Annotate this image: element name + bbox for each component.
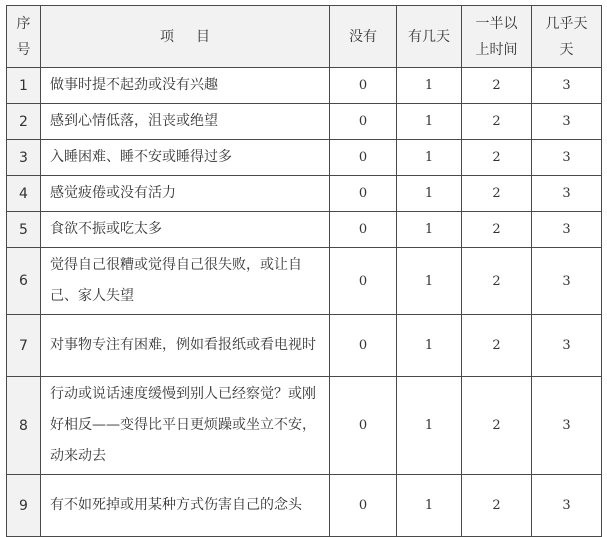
- row-number: 4: [7, 176, 41, 212]
- score-several-days: 1: [397, 104, 462, 140]
- score-several-days: 1: [397, 248, 462, 315]
- score-more-than-half: 2: [462, 377, 532, 475]
- score-none: 0: [330, 315, 397, 377]
- score-several-days: 1: [397, 315, 462, 377]
- row-number: 8: [7, 377, 41, 475]
- table-row: [7, 104, 602, 140]
- header-none: [330, 6, 397, 68]
- row-number: 6: [7, 248, 41, 315]
- header-serial-no-line1: 序: [16, 15, 31, 32]
- row-number: 2: [7, 104, 41, 140]
- header-row: [7, 6, 602, 68]
- score-nearly-every-day: 3: [532, 475, 602, 537]
- header-serial-no: [7, 6, 41, 68]
- header-serial-no-line2: 号: [16, 41, 31, 58]
- header-more-than-half-line2: 上时间: [475, 41, 518, 58]
- header-none-label: 没有: [349, 28, 377, 45]
- table-row: [7, 315, 602, 377]
- score-none: 0: [330, 68, 397, 104]
- score-nearly-every-day: 3: [532, 315, 602, 377]
- score-more-than-half: 2: [462, 104, 532, 140]
- score-nearly-every-day: 3: [532, 212, 602, 248]
- item-text: 觉得自己很糟或觉得自己很失败，或让自己、家人失望: [41, 248, 330, 315]
- score-nearly-every-day: 3: [532, 248, 602, 315]
- table-row: [7, 248, 602, 315]
- table-row: [7, 212, 602, 248]
- row-number: 5: [7, 212, 41, 248]
- table-row: [7, 68, 602, 104]
- item-text: 行动或说话速度缓慢到别人已经察觉？或刚好相反——变得比平日更烦躁或坐立不安，动来动去: [41, 377, 330, 475]
- score-more-than-half: 2: [462, 176, 532, 212]
- score-more-than-half: 2: [462, 248, 532, 315]
- score-nearly-every-day: 3: [532, 176, 602, 212]
- score-nearly-every-day: 3: [532, 104, 602, 140]
- item-text: 对事物专注有困难，例如看报纸或看电视时: [41, 315, 330, 377]
- score-more-than-half: 2: [462, 315, 532, 377]
- score-several-days: 1: [397, 68, 462, 104]
- score-several-days: 1: [397, 176, 462, 212]
- item-text: 感到心情低落，沮丧或绝望: [41, 104, 330, 140]
- score-none: 0: [330, 176, 397, 212]
- table-row: [7, 140, 602, 176]
- score-none: 0: [330, 475, 397, 537]
- item-text: 食欲不振或吃太多: [41, 212, 330, 248]
- score-more-than-half: 2: [462, 140, 532, 176]
- item-text: 做事时提不起劲或没有兴趣: [41, 68, 330, 104]
- score-more-than-half: 2: [462, 68, 532, 104]
- row-number: 9: [7, 475, 41, 537]
- header-several-days: [397, 6, 462, 68]
- score-nearly-every-day: 3: [532, 377, 602, 475]
- header-more-than-half: [462, 6, 532, 68]
- score-none: 0: [330, 140, 397, 176]
- score-none: 0: [330, 104, 397, 140]
- score-none: 0: [330, 212, 397, 248]
- questionnaire-table: [6, 5, 602, 537]
- header-more-than-half-line1: 一半以: [475, 15, 518, 32]
- header-several-days-label: 有几天: [408, 28, 450, 45]
- score-several-days: 1: [397, 377, 462, 475]
- table-row: [7, 475, 602, 537]
- score-none: 0: [330, 248, 397, 315]
- score-more-than-half: 2: [462, 212, 532, 248]
- item-text: 感觉疲倦或没有活力: [41, 176, 330, 212]
- row-number: 7: [7, 315, 41, 377]
- header-nearly-every-day: [532, 6, 602, 68]
- score-several-days: 1: [397, 140, 462, 176]
- row-number: 1: [7, 68, 41, 104]
- score-more-than-half: 2: [462, 475, 532, 537]
- score-nearly-every-day: 3: [532, 140, 602, 176]
- score-several-days: 1: [397, 475, 462, 537]
- row-number: 3: [7, 140, 41, 176]
- header-item-char2: 目: [196, 28, 210, 45]
- header-item-char1: 项: [160, 28, 174, 45]
- header-nearly-every-day-line2: 天: [559, 41, 574, 58]
- score-several-days: 1: [397, 212, 462, 248]
- table-row: [7, 377, 602, 475]
- item-text: 有不如死掉或用某种方式伤害自己的念头: [41, 475, 330, 537]
- score-none: 0: [330, 377, 397, 475]
- header-item: [41, 6, 330, 68]
- header-nearly-every-day-line1: 几乎天: [545, 15, 588, 32]
- item-text: 入睡困难、睡不安或睡得过多: [41, 140, 330, 176]
- score-nearly-every-day: 3: [532, 68, 602, 104]
- table-row: [7, 176, 602, 212]
